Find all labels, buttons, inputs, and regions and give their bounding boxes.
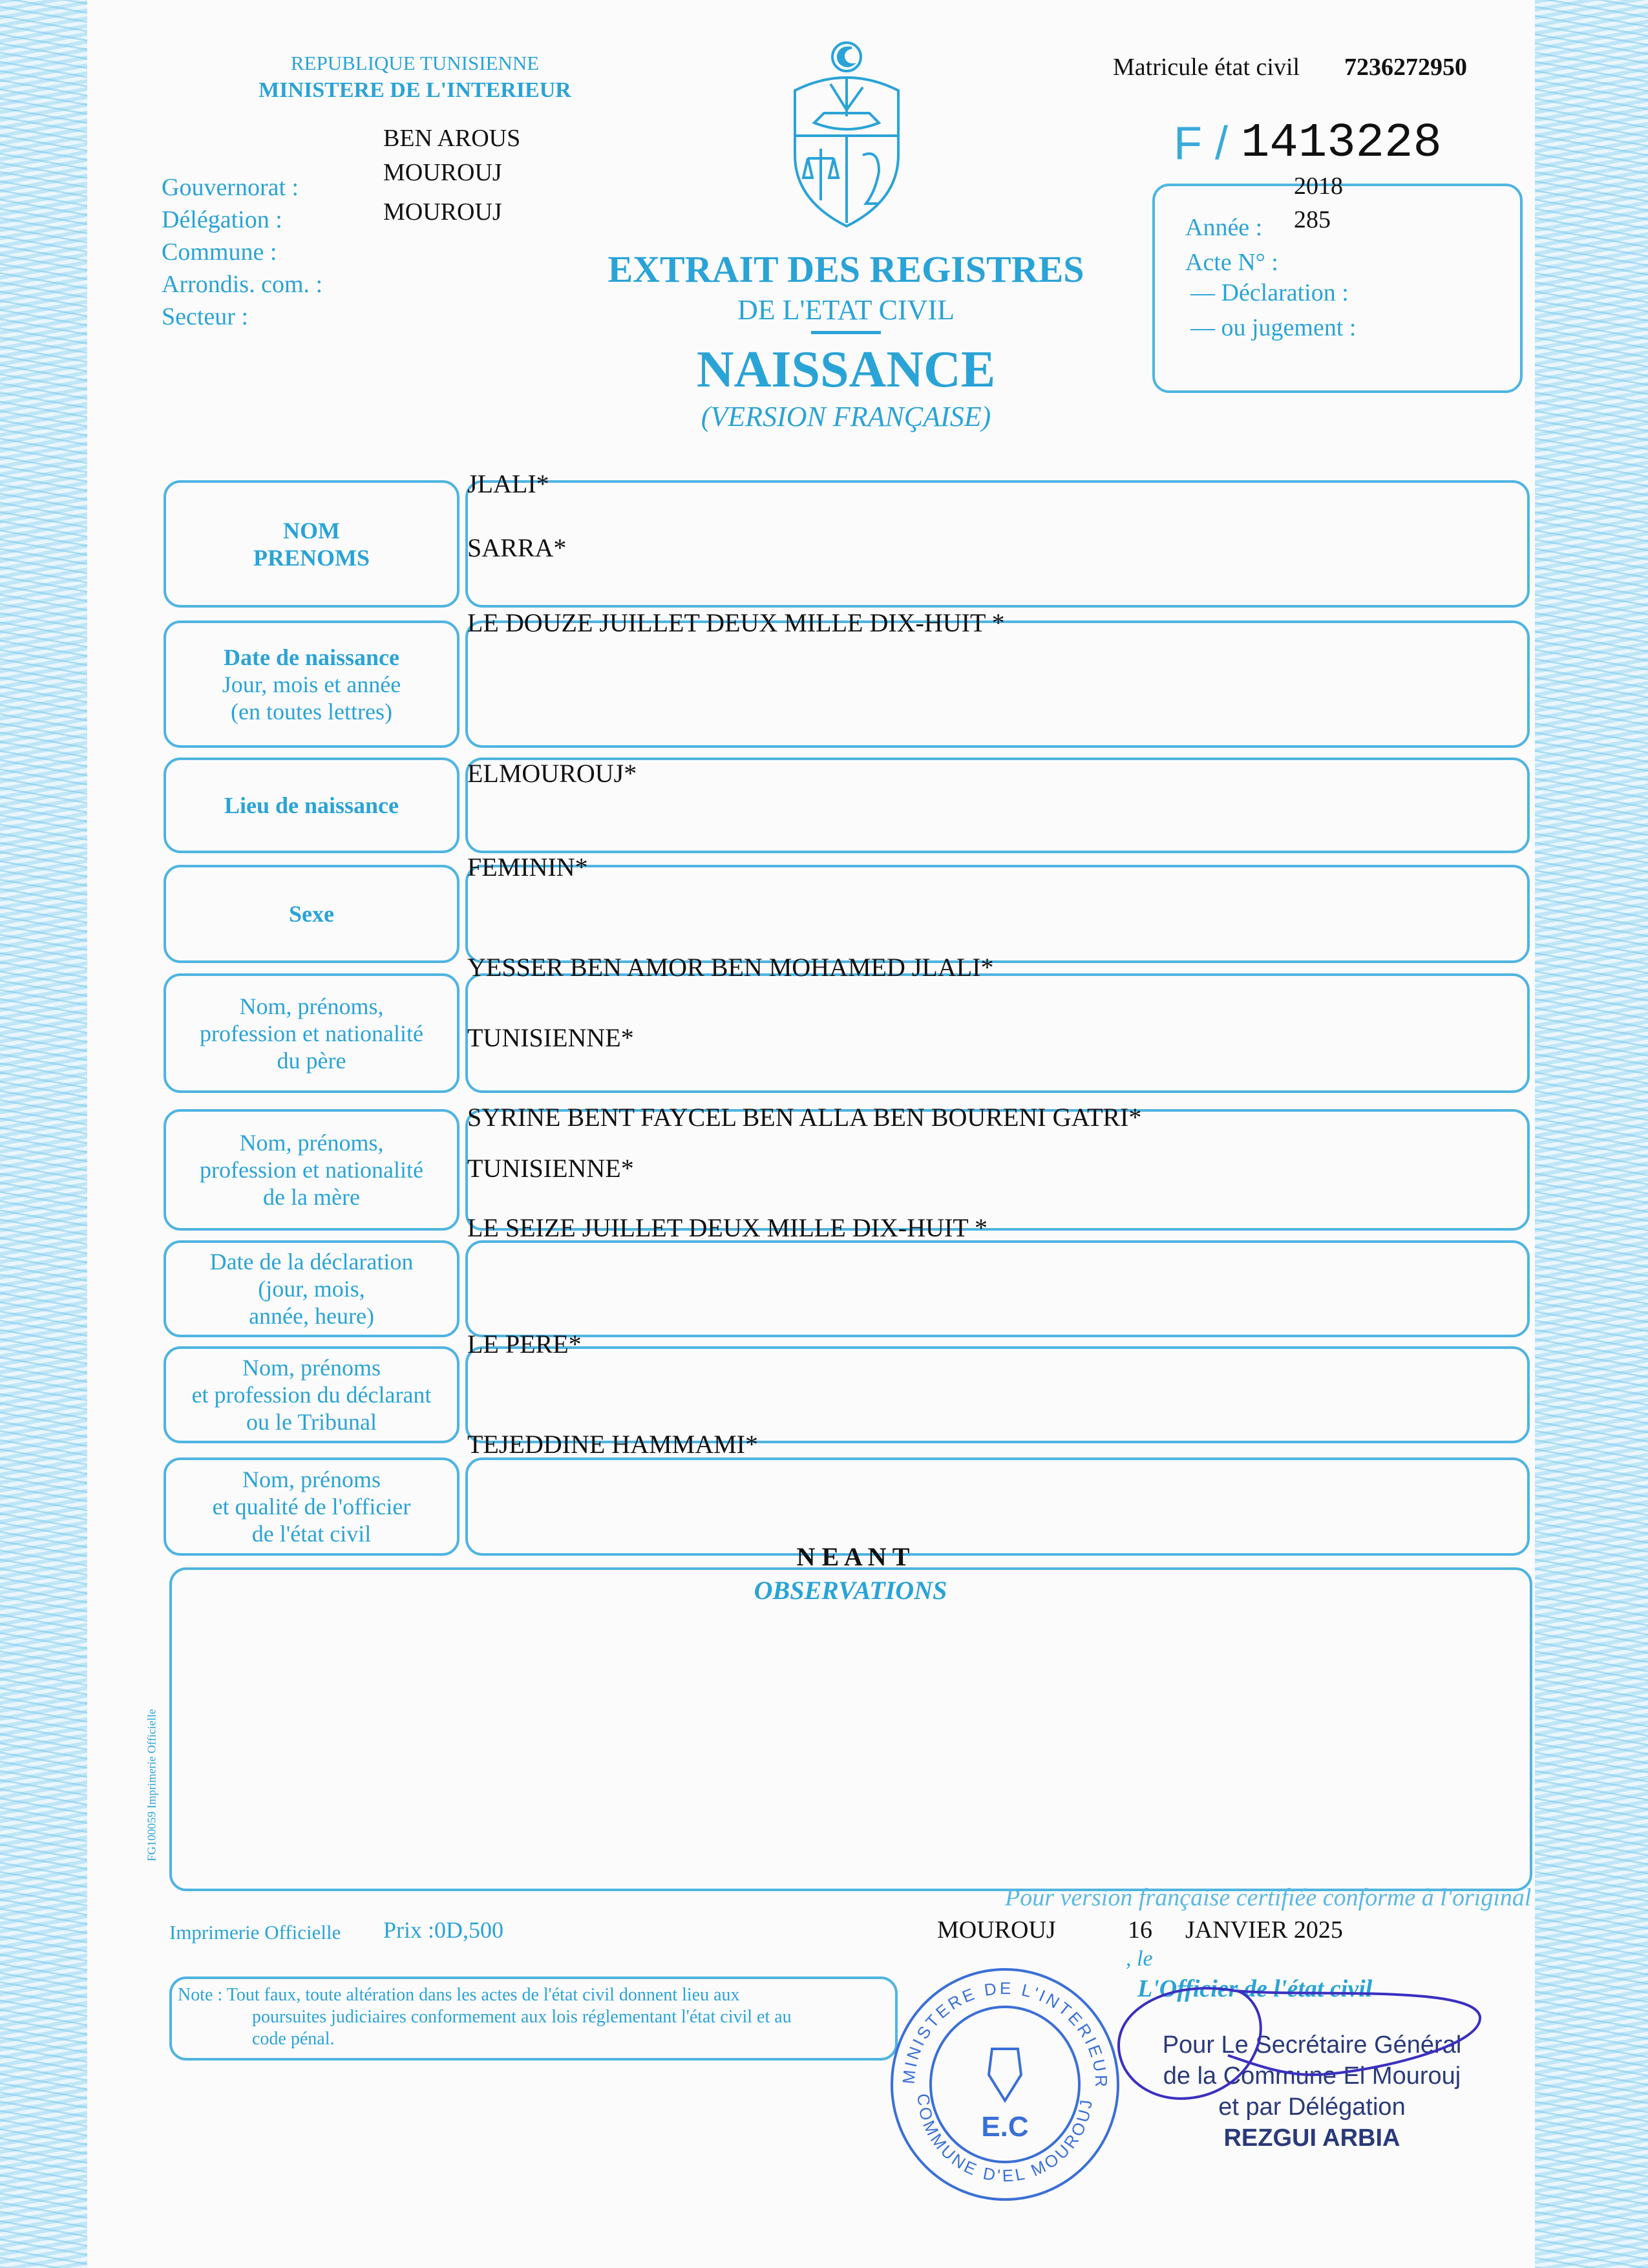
lieu-naissance-value: ELMOUROUJ* [467,759,637,788]
title-line2: DE L'ETAT CIVIL [737,294,955,326]
title-version: (VERSION FRANÇAISE) [701,401,991,432]
gouvernorat-label: Gouvernorat : [162,174,299,201]
annee-value: 2018 [1294,173,1343,200]
declaration-label: — Déclaration : [1190,279,1349,306]
mere-label: Nom, prénoms, profession et nationalité de la mère [200,1130,423,1210]
place-value: MOUROUJ [937,1916,1056,1944]
month-year-value: JANVIER 2025 [1185,1916,1343,1944]
nom-prenoms-label: NOM PRENOMS [253,517,370,571]
observations-value: N E A N T [796,1542,910,1571]
serial-prefix: F / [1174,118,1228,169]
sexe-label: Sexe [289,901,334,927]
title-divider [811,331,881,334]
row-value-box [465,865,1530,963]
prenoms-value: SARRA* [467,533,567,562]
mere-name-value: SYRINE BENT FAYCEL BEN ALLA BEN BOURENI GATRI* [467,1103,1142,1132]
acte-label: Acte N° : [1185,249,1278,276]
commune-label: Commune : [162,238,277,266]
title-main: NAISSANCE [696,341,996,398]
prix-label: Prix :0D,500 [383,1917,504,1943]
row-value-box [465,480,1530,608]
arrondissement-label: Arrondis. com. : [162,271,323,298]
matricule-value: 7236272950 [1344,54,1467,81]
date-naissance-label: Date de naissance Jour, mois et année (en toutes lettres) [222,644,401,725]
jugement-label: — ou jugement : [1190,314,1357,341]
observations-label: OBSERVATIONS [754,1576,947,1605]
right-guilloche-border [1535,0,1648,2268]
lieu-naissance-label: Lieu de naissance [224,792,399,818]
tunisia-coat-of-arms-icon [785,39,908,229]
handwritten-signature-icon [1086,1978,1486,2120]
pere-nationality-value: TUNISIENNE* [467,1023,634,1052]
row-value-box [465,1240,1530,1337]
officier-label: Nom, prénoms et qualité de l'officier de l'état civil [212,1467,411,1547]
serial-number: 1413228 [1241,116,1442,171]
gouvernorat-value: BEN AROUS [383,125,521,152]
date-naissance-value: LE DOUZE JUILLET DEUX MILLE DIX-HUIT * [467,608,1005,637]
republic-heading: REPUBLIQUE TUNISIENNE [290,52,540,74]
observations-box [169,1567,1532,1891]
side-print-code: FG100059 Imprimerie Officielle [145,1709,158,1861]
annee-label: Année : [1185,214,1263,241]
date-declaration-value: LE SEIZE JUILLET DEUX MILLE DIX-HUIT * [467,1213,988,1242]
sexe-value: FEMININ* [467,853,588,882]
row-value-box [465,620,1530,748]
officer-title: L'Officier de l'état civil [1137,1975,1373,2002]
stamp-top-text: MINISTERE DE L'INTERIEUR [898,1978,1112,2090]
stamp-bottom-text: COMMUNE D'EL MOUROUJ [913,2092,1097,2186]
left-guilloche-border [0,0,87,2268]
row-value-box [465,1346,1530,1443]
declarant-value: LE PERE* [467,1330,582,1359]
signature-block: Pour Le Secrétaire Général de la Commune El Mourouj et par Délégation REZGUI ARBIA [1162,2031,1462,2152]
imprimerie-label: Imprimerie Officielle [169,1921,341,1944]
delegation-value: MOUROUJ [383,159,502,186]
secteur-label: Secteur : [162,303,249,330]
legal-note: Note : Tout faux, toute altération dans les actes de l'état civil donnent lieu aux poursuites judiciaires conformement aux lois réglementant l'état civil et au code pénal. [178,1985,792,2049]
commune-value: MOUROUJ [383,198,502,226]
officier-value: TEJEDDINE HAMMAMI* [467,1430,758,1459]
row-value-box [465,1457,1530,1556]
acte-value: 285 [1294,206,1331,233]
date-declaration-label: Date de la déclaration (jour, mois, année, heure) [209,1249,414,1329]
title-line1: EXTRAIT DES REGISTRES [607,248,1084,290]
pere-label: Nom, prénoms, profession et nationalité du père [200,993,423,1074]
stamp-center-text: E.C [981,2111,1029,2143]
certified-text: Pour version française certifiée conforme à l'original [1005,1884,1532,1911]
ministry-heading: MINISTERE DE L'INTERIEUR [259,78,571,102]
date-le-label: , le [1126,1947,1153,1971]
matricule-label: Matricule état civil [1113,54,1300,81]
pere-name-value: YESSER BEN AMOR BEN MOHAMED JLALI* [467,953,994,982]
declarant-label: Nom, prénoms et profession du déclarant ou le Tribunal [191,1355,432,1435]
nom-value: JLALI* [467,469,549,498]
day-value: 16 [1128,1916,1152,1944]
mere-nationality-value: TUNISIENNE* [467,1154,634,1183]
delegation-label: Délégation : [162,206,282,233]
